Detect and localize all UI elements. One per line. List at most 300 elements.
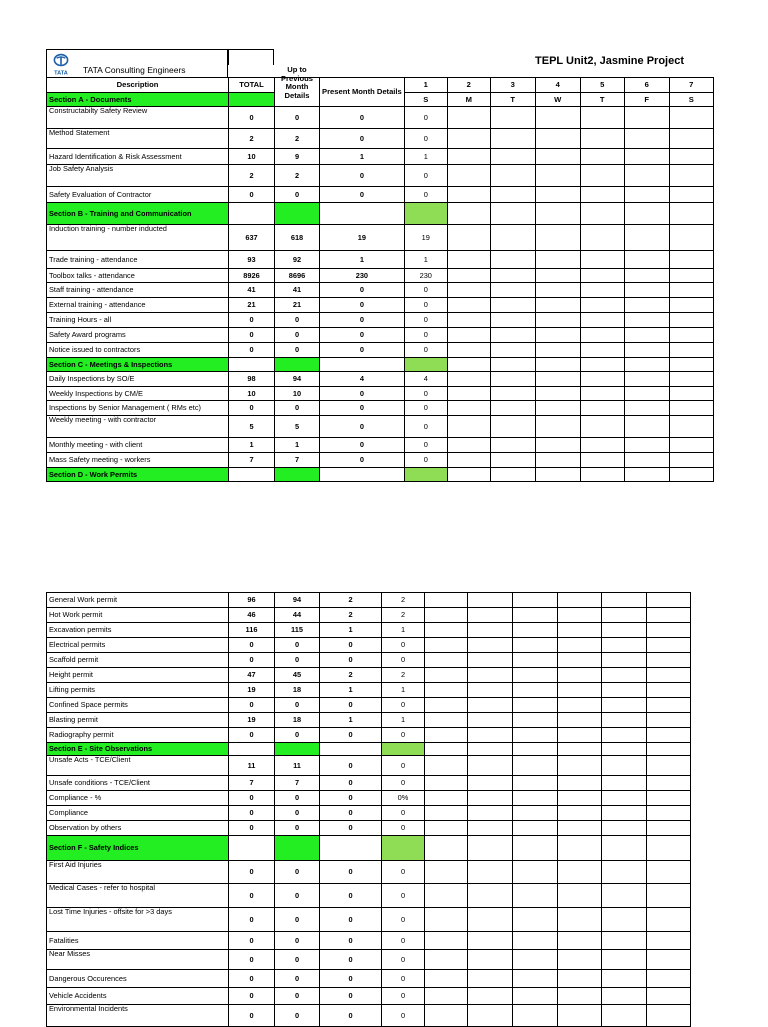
- header-day: 2: [447, 78, 490, 93]
- section-prev-cell: [275, 743, 320, 756]
- header-weekday: F: [624, 93, 669, 107]
- day-cell: [535, 225, 580, 251]
- previous-month-value: 0: [275, 328, 320, 343]
- day-1-value: 1: [404, 251, 447, 269]
- day-cell: [624, 313, 669, 328]
- table-row: [47, 225, 714, 251]
- table-row: [47, 908, 691, 932]
- safety-report-table-2: [46, 592, 691, 1027]
- previous-month-value: 0: [275, 187, 320, 203]
- total-value: 21: [229, 298, 275, 313]
- day-cell: [468, 728, 513, 743]
- day-cell: [624, 468, 669, 482]
- day-cell: [425, 623, 468, 638]
- row-label: Excavation permits: [47, 623, 229, 638]
- day-cell: [580, 372, 624, 387]
- table-row: [47, 187, 714, 203]
- row-label: Job Safety Analysis: [47, 165, 229, 187]
- day-1-value: 0%: [382, 791, 425, 806]
- row-label: External training - attendance: [47, 298, 229, 313]
- day-cell: [647, 756, 691, 776]
- day-cell: [558, 623, 602, 638]
- present-month-value: 0: [320, 756, 382, 776]
- day-cell: [558, 988, 602, 1005]
- day-1-value: 0: [382, 756, 425, 776]
- day-cell: [558, 593, 602, 608]
- day-cell: [602, 743, 647, 756]
- day-cell: [602, 593, 647, 608]
- day-cell: [425, 908, 468, 932]
- day-cell: [535, 387, 580, 401]
- table-row: [47, 343, 714, 358]
- section-present-cell: [320, 468, 405, 482]
- day-1-value: 2: [382, 608, 425, 623]
- row-label: Toolbox talks - attendance: [47, 269, 229, 283]
- day-cell: [558, 668, 602, 683]
- day-cell: [468, 821, 513, 836]
- day-cell: [447, 298, 490, 313]
- day-cell: [602, 683, 647, 698]
- header-present-month: Present Month Details: [320, 78, 405, 107]
- day-1-value: 0: [404, 187, 447, 203]
- day-1-value: 0: [382, 970, 425, 988]
- day-cell: [602, 623, 647, 638]
- previous-month-value: 0: [275, 653, 320, 668]
- day-cell: [669, 283, 713, 298]
- header-description: Description: [47, 78, 229, 93]
- section-row: [47, 836, 691, 861]
- day-cell: [468, 1005, 513, 1027]
- row-label: Notice issued to contractors: [47, 343, 229, 358]
- day-cell: [535, 187, 580, 203]
- day-cell: [624, 416, 669, 438]
- day-cell: [669, 416, 713, 438]
- day-cell: [513, 932, 558, 950]
- day-cell: [513, 1005, 558, 1027]
- day-1-value: 0: [404, 107, 447, 129]
- row-label: Radiography permit: [47, 728, 229, 743]
- day-cell: [490, 313, 535, 328]
- day-cell: [647, 683, 691, 698]
- table-row: [47, 328, 714, 343]
- day-cell: [535, 416, 580, 438]
- total-value: 0: [229, 821, 275, 836]
- day-cell: [513, 861, 558, 884]
- day-cell: [669, 313, 713, 328]
- day-cell: [580, 453, 624, 468]
- total-value: 0: [229, 401, 275, 416]
- day-cell: [513, 698, 558, 713]
- day-cell: [558, 638, 602, 653]
- day-1-value: 0: [404, 298, 447, 313]
- day-cell: [425, 988, 468, 1005]
- present-month-value: 0: [320, 988, 382, 1005]
- previous-month-value: 0: [275, 908, 320, 932]
- row-label: Compliance: [47, 806, 229, 821]
- previous-month-value: 2: [275, 129, 320, 149]
- day-cell: [513, 608, 558, 623]
- day-1-value: 0: [382, 1005, 425, 1027]
- total-value: 10: [229, 387, 275, 401]
- present-month-value: 1: [320, 713, 382, 728]
- day-cell: [624, 187, 669, 203]
- row-label: Constructabilty Safety Review: [47, 107, 229, 129]
- day-cell: [447, 387, 490, 401]
- present-month-value: 0: [320, 129, 405, 149]
- day-cell: [602, 988, 647, 1005]
- day-1-value: 0: [404, 387, 447, 401]
- section-total-cell: [229, 358, 275, 372]
- previous-month-value: 8696: [275, 269, 320, 283]
- day-1-value: 230: [404, 269, 447, 283]
- table-row: [47, 861, 691, 884]
- day-cell: [468, 884, 513, 908]
- present-month-value: 0: [320, 438, 405, 453]
- day-cell: [490, 107, 535, 129]
- day-cell: [602, 806, 647, 821]
- section-label: Section D - Work Permits: [47, 468, 229, 482]
- day-1-value: 0: [382, 988, 425, 1005]
- previous-month-value: 1: [275, 438, 320, 453]
- total-value: 19: [229, 713, 275, 728]
- previous-month-value: 92: [275, 251, 320, 269]
- day-cell: [513, 623, 558, 638]
- day-cell: [669, 107, 713, 129]
- day-cell: [558, 776, 602, 791]
- previous-month-value: 94: [275, 593, 320, 608]
- day-cell: [558, 884, 602, 908]
- present-month-value: 0: [320, 165, 405, 187]
- day-cell: [624, 298, 669, 313]
- day-cell: [490, 416, 535, 438]
- day-cell: [558, 950, 602, 970]
- row-label: Dangerous Occurences: [47, 970, 229, 988]
- row-label: Scaffold permit: [47, 653, 229, 668]
- table-row: [47, 623, 691, 638]
- present-month-value: 0: [320, 884, 382, 908]
- present-month-value: 19: [320, 225, 405, 251]
- day-cell: [558, 728, 602, 743]
- day-cell: [580, 149, 624, 165]
- table-row: [47, 970, 691, 988]
- day-cell: [602, 884, 647, 908]
- day-1-value: 1: [404, 149, 447, 165]
- table-row: [47, 372, 714, 387]
- day-cell: [669, 149, 713, 165]
- row-label: Compliance - %: [47, 791, 229, 806]
- day-cell: [535, 269, 580, 283]
- day-cell: [602, 791, 647, 806]
- day-cell: [513, 970, 558, 988]
- day-cell: [535, 165, 580, 187]
- header-day: 6: [624, 78, 669, 93]
- previous-month-value: 5: [275, 416, 320, 438]
- row-label: Staff training - attendance: [47, 283, 229, 298]
- day-cell: [602, 1005, 647, 1027]
- section-fill: [229, 93, 275, 107]
- day-1-value: 0: [404, 438, 447, 453]
- header-weekday: S: [669, 93, 713, 107]
- previous-month-value: 41: [275, 283, 320, 298]
- day-cell: [447, 187, 490, 203]
- day-cell: [558, 698, 602, 713]
- day-cell: [468, 988, 513, 1005]
- day-cell: [468, 791, 513, 806]
- previous-month-value: 45: [275, 668, 320, 683]
- day-cell: [580, 438, 624, 453]
- day-cell: [447, 468, 490, 482]
- header-weekday: M: [447, 93, 490, 107]
- day-cell: [647, 884, 691, 908]
- present-month-value: 0: [320, 861, 382, 884]
- day-cell: [425, 756, 468, 776]
- day-1-value: 0: [382, 806, 425, 821]
- present-month-value: 0: [320, 1005, 382, 1027]
- previous-month-value: 7: [275, 453, 320, 468]
- total-value: 19: [229, 683, 275, 698]
- present-month-value: 0: [320, 776, 382, 791]
- day-cell: [602, 713, 647, 728]
- present-month-value: 0: [320, 343, 405, 358]
- section-prev-cell: [275, 358, 320, 372]
- day-cell: [447, 107, 490, 129]
- row-label: Inspections by Senior Management ( RMs etc): [47, 401, 229, 416]
- total-value: 0: [229, 908, 275, 932]
- day-cell: [447, 313, 490, 328]
- day-cell: [558, 608, 602, 623]
- row-label: Trade training - attendance: [47, 251, 229, 269]
- day-cell: [669, 187, 713, 203]
- previous-month-value: 0: [275, 884, 320, 908]
- day-cell: [535, 203, 580, 225]
- day-cell: [513, 593, 558, 608]
- day-cell: [468, 950, 513, 970]
- section-row: [47, 743, 691, 756]
- total-value: 0: [229, 187, 275, 203]
- day-cell: [513, 806, 558, 821]
- day-cell: [447, 283, 490, 298]
- table-row: [47, 593, 691, 608]
- section-row: [47, 358, 714, 372]
- day-cell: [624, 438, 669, 453]
- day-cell: [647, 776, 691, 791]
- previous-month-value: 18: [275, 683, 320, 698]
- day-1-value: 0: [404, 283, 447, 298]
- day-cell: [602, 638, 647, 653]
- day-cell: [535, 401, 580, 416]
- previous-month-value: 11: [275, 756, 320, 776]
- table-row: [47, 653, 691, 668]
- previous-month-value: 0: [275, 313, 320, 328]
- day-1-value: 0: [382, 728, 425, 743]
- present-month-value: 0: [320, 387, 405, 401]
- row-label: Safety Award programs: [47, 328, 229, 343]
- section-day-cell: [382, 743, 425, 756]
- present-month-value: 0: [320, 187, 405, 203]
- present-month-value: 1: [320, 251, 405, 269]
- day-cell: [624, 387, 669, 401]
- day-cell: [535, 358, 580, 372]
- day-cell: [425, 728, 468, 743]
- day-cell: [447, 358, 490, 372]
- day-cell: [425, 653, 468, 668]
- day-cell: [647, 728, 691, 743]
- day-cell: [425, 1005, 468, 1027]
- day-cell: [580, 313, 624, 328]
- day-cell: [468, 623, 513, 638]
- row-label: Weekly Inspections by CM/E: [47, 387, 229, 401]
- day-cell: [535, 251, 580, 269]
- header-row-days: [47, 78, 714, 93]
- day-cell: [447, 269, 490, 283]
- day-cell: [513, 638, 558, 653]
- present-month-value: 2: [320, 593, 382, 608]
- day-cell: [580, 468, 624, 482]
- day-cell: [580, 203, 624, 225]
- day-cell: [669, 328, 713, 343]
- day-cell: [425, 806, 468, 821]
- day-1-value: 2: [382, 668, 425, 683]
- row-label: Daily Inspections by SO/E: [47, 372, 229, 387]
- total-value: 8926: [229, 269, 275, 283]
- day-cell: [558, 821, 602, 836]
- section-day-cell: [382, 836, 425, 861]
- section-label: Section F - Safety Indices: [47, 836, 229, 861]
- day-cell: [513, 950, 558, 970]
- day-cell: [602, 821, 647, 836]
- day-cell: [468, 653, 513, 668]
- header-weekday: W: [535, 93, 580, 107]
- day-cell: [513, 683, 558, 698]
- section-total-cell: [229, 743, 275, 756]
- table-row: [47, 756, 691, 776]
- day-cell: [558, 1005, 602, 1027]
- day-cell: [669, 387, 713, 401]
- section-prev-cell: [275, 203, 320, 225]
- day-1-value: 0: [382, 653, 425, 668]
- day-1-value: 0: [382, 884, 425, 908]
- day-cell: [490, 225, 535, 251]
- day-cell: [580, 343, 624, 358]
- previous-month-value: 2: [275, 165, 320, 187]
- day-cell: [447, 149, 490, 165]
- day-cell: [425, 683, 468, 698]
- day-1-value: 0: [404, 416, 447, 438]
- row-label: Hot Work permit: [47, 608, 229, 623]
- day-cell: [624, 401, 669, 416]
- section-label: Section A - Documents: [47, 93, 229, 107]
- day-cell: [647, 791, 691, 806]
- row-label: Environmental Incidents: [47, 1005, 229, 1027]
- day-cell: [602, 608, 647, 623]
- day-cell: [447, 453, 490, 468]
- day-cell: [624, 165, 669, 187]
- previous-month-value: 0: [275, 806, 320, 821]
- day-cell: [602, 728, 647, 743]
- section-total-cell: [229, 468, 275, 482]
- total-value: 2: [229, 165, 275, 187]
- present-month-value: 0: [320, 791, 382, 806]
- day-cell: [580, 416, 624, 438]
- present-month-value: 0: [320, 107, 405, 129]
- present-month-value: 4: [320, 372, 405, 387]
- previous-month-value: 0: [275, 791, 320, 806]
- header-day: 3: [490, 78, 535, 93]
- total-value: 93: [229, 251, 275, 269]
- day-cell: [580, 328, 624, 343]
- present-month-value: 1: [320, 623, 382, 638]
- day-cell: [468, 861, 513, 884]
- day-cell: [669, 203, 713, 225]
- total-value: 0: [229, 970, 275, 988]
- day-cell: [558, 806, 602, 821]
- day-cell: [602, 698, 647, 713]
- day-cell: [669, 401, 713, 416]
- day-cell: [447, 343, 490, 358]
- day-cell: [425, 821, 468, 836]
- day-1-value: 0: [404, 401, 447, 416]
- day-cell: [535, 149, 580, 165]
- day-cell: [490, 203, 535, 225]
- previous-month-value: 9: [275, 149, 320, 165]
- present-month-value: 0: [320, 653, 382, 668]
- row-label: Unsafe Acts - TCE/Client: [47, 756, 229, 776]
- section-prev-cell: [275, 468, 320, 482]
- day-cell: [468, 683, 513, 698]
- section-day-cell: [404, 468, 447, 482]
- day-cell: [647, 593, 691, 608]
- day-cell: [490, 187, 535, 203]
- row-label: Medical Cases - refer to hospital: [47, 884, 229, 908]
- day-cell: [535, 129, 580, 149]
- day-cell: [558, 908, 602, 932]
- day-cell: [669, 269, 713, 283]
- day-cell: [624, 107, 669, 129]
- day-cell: [669, 298, 713, 313]
- day-cell: [425, 593, 468, 608]
- day-cell: [602, 653, 647, 668]
- day-cell: [647, 638, 691, 653]
- present-month-value: 2: [320, 608, 382, 623]
- table-row: [47, 269, 714, 283]
- row-label: Vehicle Accidents: [47, 988, 229, 1005]
- total-value: 637: [229, 225, 275, 251]
- row-label: Observation by others: [47, 821, 229, 836]
- day-cell: [602, 908, 647, 932]
- section-day-cell: [404, 358, 447, 372]
- day-cell: [425, 668, 468, 683]
- day-cell: [425, 861, 468, 884]
- day-cell: [513, 988, 558, 1005]
- header-weekday: S: [404, 93, 447, 107]
- total-value: 5: [229, 416, 275, 438]
- day-cell: [490, 283, 535, 298]
- day-cell: [490, 468, 535, 482]
- row-label: Hazard Identification & Risk Assessment: [47, 149, 229, 165]
- total-value: 0: [229, 328, 275, 343]
- day-cell: [647, 970, 691, 988]
- day-cell: [447, 225, 490, 251]
- day-cell: [624, 149, 669, 165]
- day-cell: [669, 438, 713, 453]
- section-label: Section C - Meetings & Inspections: [47, 358, 229, 372]
- previous-month-value: 94: [275, 372, 320, 387]
- day-cell: [447, 372, 490, 387]
- day-cell: [647, 653, 691, 668]
- row-label: Unsafe conditions - TCE/Client: [47, 776, 229, 791]
- day-1-value: 0: [404, 343, 447, 358]
- day-cell: [447, 416, 490, 438]
